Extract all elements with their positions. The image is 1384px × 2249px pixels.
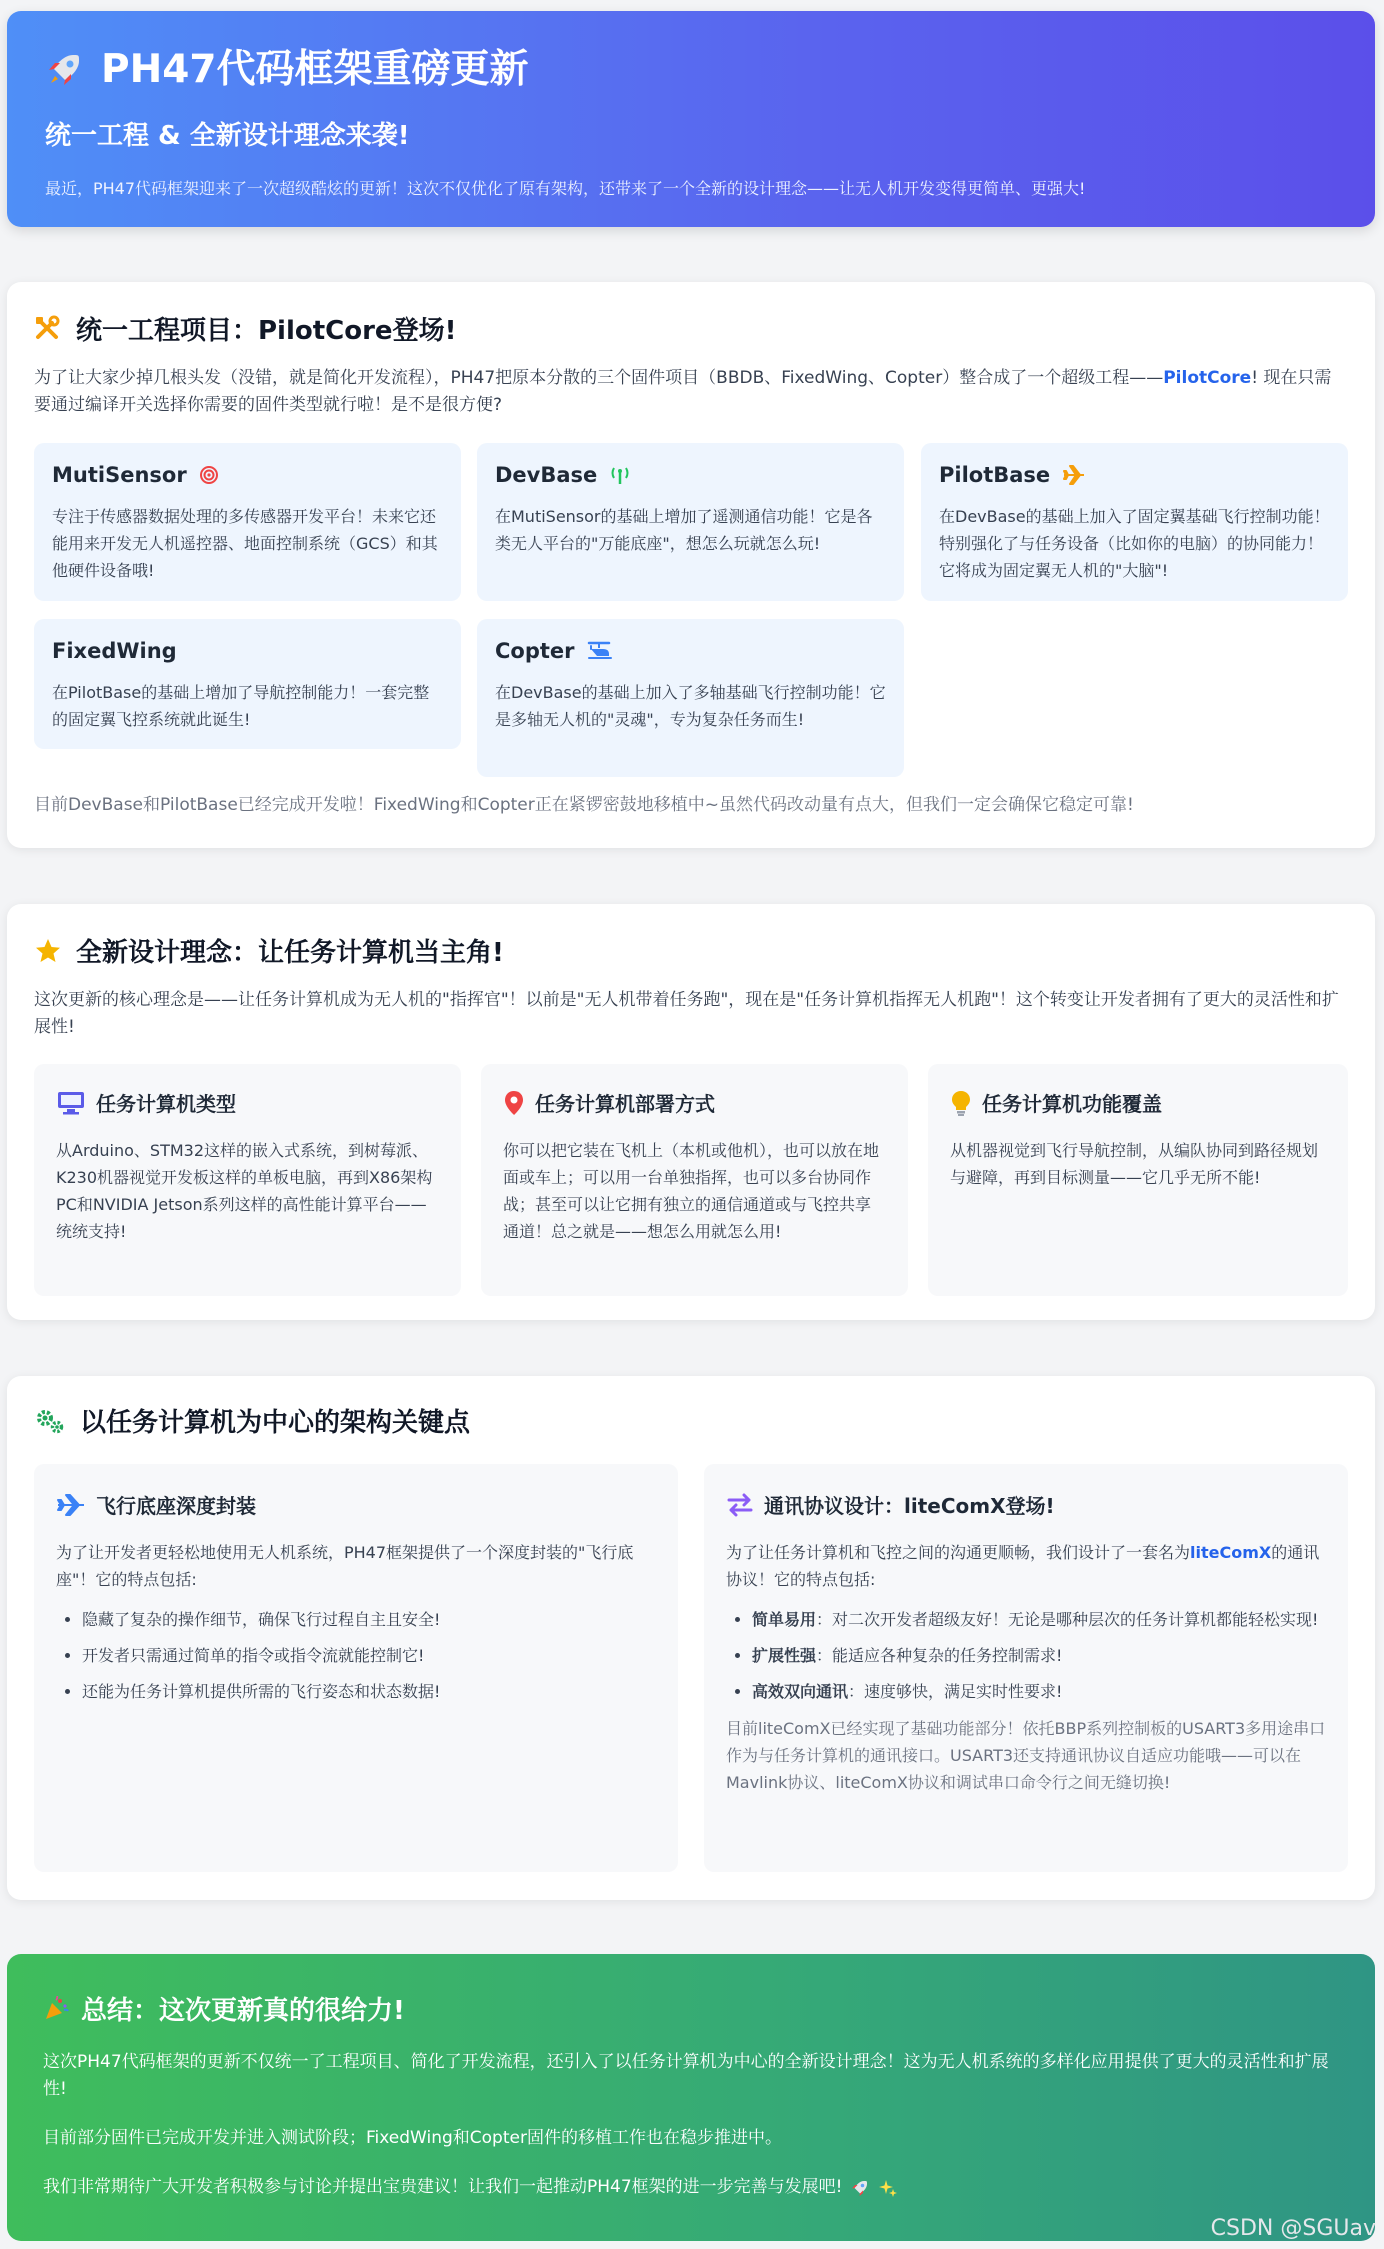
watermark: CSDN @SGUav (1210, 2216, 1376, 2241)
target-icon (199, 465, 219, 485)
plane-icon (56, 1493, 86, 1517)
section-footer-note: 目前DevBase和PilotBase已经完成开发啦！FixedWing和Copter正在紧锣密鼓地移植中~虽然代码改动量有点大，但我们一定会确保它稳定可靠! (34, 795, 1134, 815)
summary-paragraph: 目前部分固件已完成开发并进入测试阶段；FixedWing和Copter固件的移植工作也在稳步推进中。 (43, 2128, 782, 2148)
section-architecture (7, 1376, 1375, 1900)
section-title: 以任务计算机为中心的架构关键点 (34, 1402, 1348, 1439)
concept-card-functions: 任务计算机功能覆盖 从机器视觉到飞行导航控制，从编队协同到路径规划与避障，再到目标测量——它几乎无所不能! (928, 1064, 1348, 1296)
firmware-card-pilotbase: PilotBase 在DevBase的基础上加入了固定翼基础飞行控制功能！特别强化了与任务设备（比如你的电脑）的协同能力！它将成为固定翼无人机的"大脑"! (921, 443, 1348, 601)
firmware-card-mutisensor: MutiSensor 专注于传感器数据处理的多传感器开发平台！未来它还能用来开发无人机遥控器、地面控制系统（GCS）和其他硬件设备哦! (34, 443, 461, 601)
summary-banner (7, 1954, 1375, 2241)
firmware-card-devbase: DevBase 在MutiSensor的基础上增加了遥测通信功能！它是各类无人平台的"万能底座"，想怎么玩就怎么玩! (477, 443, 904, 601)
concept-card-deployment: 任务计算机部署方式 你可以把它装在飞机上（本机或他机），也可以放在地面或车上；可以用一台单独指挥，也可以多台协同作战；甚至可以让它拥有独立的通信通道或与飞控共享通道！总之就是——想怎么用就怎么用! (481, 1064, 908, 1296)
rocket-icon (45, 49, 85, 89)
monitor-icon (56, 1090, 86, 1116)
summary-paragraph: 这次PH47代码框架的更新不仅统一了工程项目、简化了开发流程，还引入了以任务计算机为中心的全新设计理念！这为无人机系统的多样化应用提供了更大的灵活性和扩展性! (43, 2052, 1329, 2099)
list-item: • 高效双向通讯：速度够快，满足实时性要求! (752, 1679, 1326, 1705)
sparkles-icon (878, 2178, 898, 2198)
feature-list (726, 1607, 1326, 1705)
party-icon (43, 1996, 69, 2022)
hero-description: 最近，PH47代码框架迎来了一次超级酷炫的更新！这次不仅优化了原有架构，还带来了一个全新的设计理念——让无人机开发变得更简单、更强大! (45, 179, 1086, 198)
section-intro: 这次更新的核心理念是——让任务计算机成为无人机的"指挥官"！以前是"无人机带着任务跑"，现在是"任务计算机指挥无人机跑"！这个转变让开发者拥有了更大的灵活性和扩展性! (34, 990, 1339, 1037)
section-title: 统一工程项目：PilotCore登场! (34, 310, 1348, 347)
star-icon (34, 937, 62, 965)
section-pilotcore (7, 282, 1375, 848)
summary-title: 总结：这次更新真的很给力! (43, 1990, 1341, 2027)
section-intro: 为了让大家少掉几根头发（没错，就是简化开发流程），PH47把原本分散的三个固件项目（BBDB、FixedWing、Copter）整合成了一个超级工程——PilotCore! 现在只需要通过编译开关选择你需要的固件类型就行啦！是不是很方便? (34, 368, 1332, 415)
list-item: • 开发者只需通过简单的指令或指令流就能控制它! (82, 1643, 656, 1669)
hero-heading (45, 46, 1337, 92)
lightbulb-icon (950, 1089, 972, 1117)
tools-icon (34, 315, 62, 343)
gears-icon (34, 1407, 66, 1435)
hero-title: PH47代码框架重磅更新 (101, 46, 529, 92)
feature-list (56, 1607, 656, 1705)
section-design-concept (7, 904, 1375, 1320)
firmware-card-fixedwing: FixedWing 在PilotBase的基础上增加了导航控制能力！一套完整的固定翼飞控系统就此诞生! (34, 619, 461, 749)
summary-paragraph: 我们非常期待广大开发者积极参与讨论并提出宝贵建议！让我们一起推动PH47框架的进一步完善与发展吧! (43, 2174, 1341, 2201)
exchange-icon (726, 1493, 754, 1517)
list-item: • 扩展性强：能适应各种复杂的任务控制需求! (752, 1643, 1326, 1669)
litecomx-highlight: liteComX (1190, 1543, 1272, 1562)
pilotcore-highlight: PilotCore (1163, 368, 1252, 388)
firmware-card-copter: Copter 在DevBase的基础上加入了多轴基础飞行控制功能！它是多轴无人机的"灵魂"，专为复杂任务而生! (477, 619, 904, 777)
map-pin-icon (503, 1089, 525, 1117)
rocket-icon (850, 2178, 870, 2198)
concept-card-types: 任务计算机类型 从Arduino、STM32这样的嵌入式系统，到树莓派、K230机器视觉开发板这样的单板电脑，再到X86架构PC和NVIDIA Jetson系列这样的高性能计算平台——统统支持! (34, 1064, 461, 1296)
arch-card-flight-base: 飞行底座深度封装 为了让开发者更轻松地使用无人机系统，PH47框架提供了一个深度封装的"飞行底座"！它的特点包括: • 隐藏了复杂的操作细节，确保飞行过程自主且安全! • 开发者只需通过简单的指令或指令流就能控制它! • 还能为任务计算机提供所需的飞行姿态和状态数据! (34, 1464, 678, 1872)
section-title: 全新设计理念：让任务计算机当主角! (34, 932, 1348, 969)
list-item: • 还能为任务计算机提供所需的飞行姿态和状态数据! (82, 1679, 656, 1705)
antenna-icon (609, 465, 631, 485)
hero-subtitle: 统一工程 & 全新设计理念来袭! (45, 121, 410, 151)
hero-banner (7, 11, 1375, 227)
plane-icon (1062, 464, 1086, 486)
helicopter-icon (587, 640, 613, 662)
list-item: • 隐藏了复杂的操作细节，确保飞行过程自主且安全! (82, 1607, 656, 1633)
arch-card-litecomx: 通讯协议设计：liteComX登场! 为了让任务计算机和飞控之间的沟通更顺畅，我们设计了一套名为liteComX的通讯协议！它的特点包括: • 简单易用：对二次开发者超级友好！无论是哪种层次的任务计算机都能轻松实现! • 扩展性强：能适应各种复杂的任务控制需求! • 高效双向通讯：速度够快，满足实时性要求! 目前liteComX已经实现了基础功能部分！依托BBP系列控制板的USART3多用途串口作为与任务计算机的通讯接口。USART3还支持通讯协议自适应功能哦——可以在Mavlink协议、liteComX协议和调试串口命令行之间无缝切换! (704, 1464, 1348, 1872)
list-item: • 简单易用：对二次开发者超级友好！无论是哪种层次的任务计算机都能轻松实现! (752, 1607, 1326, 1633)
litecomx-status-note: 目前liteComX已经实现了基础功能部分！依托BBP系列控制板的USART3多用途串口作为与任务计算机的通讯接口。USART3还支持通讯协议自适应功能哦——可以在Mavlink协议、liteComX协议和调试串口命令行之间无缝切换! (726, 1719, 1326, 1792)
